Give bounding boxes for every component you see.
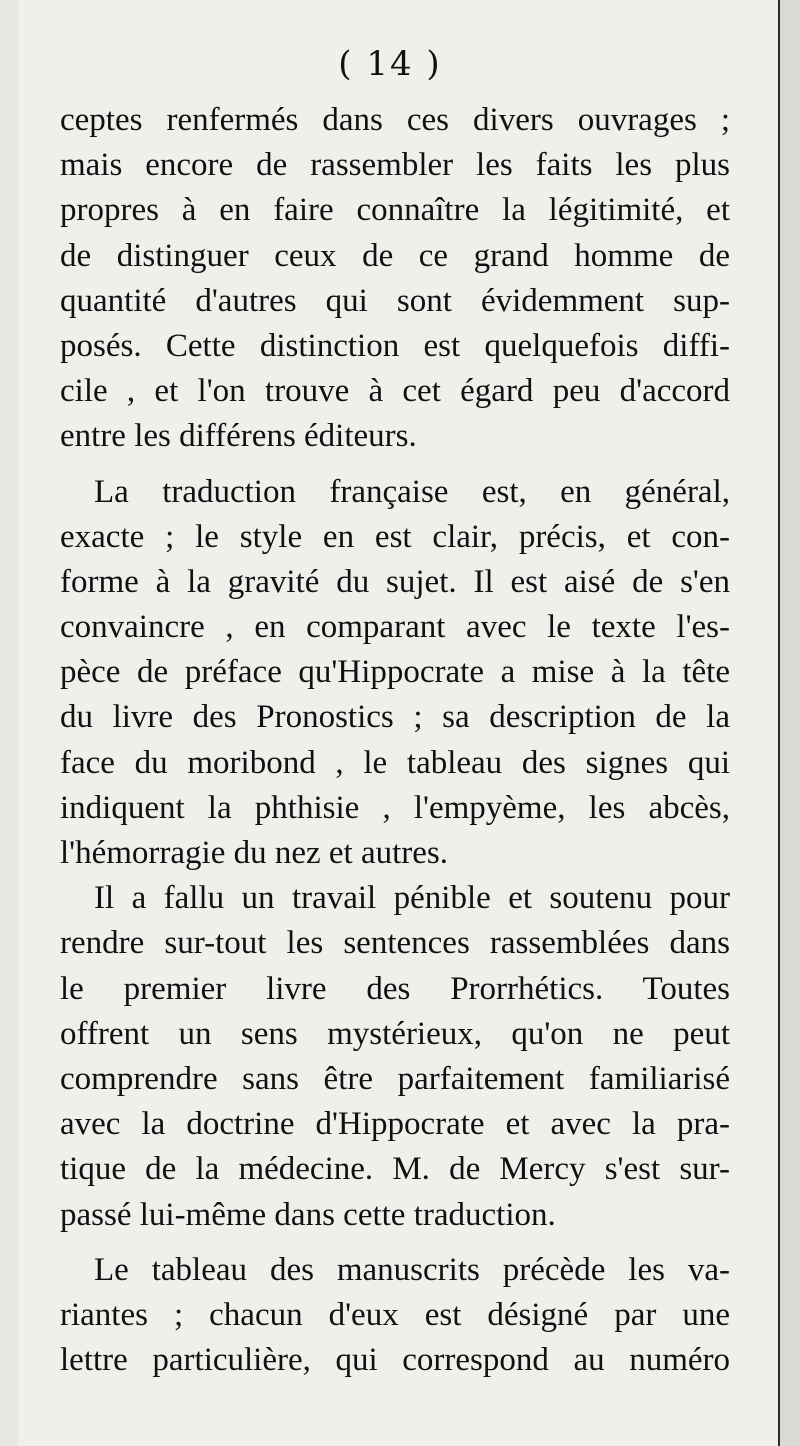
text-line: pèce de préface qu'Hippocrate a mise à la tête [60,654,730,691]
text-line: propres à en faire connaître la légitimité, et [60,192,730,229]
body-text [60,98,730,1383]
text-line: rendre sur-tout les sentences rassemblées dans [60,925,730,962]
text-line: quantité d'autres qui sont évidemment sup- [60,282,730,319]
paragraph [60,1248,730,1384]
text-line: convaincre , en comparant avec le texte l'es- [60,609,730,646]
text-line: l'hémorragie du nez et autres. [60,835,449,871]
page-edge-margin [780,0,800,1446]
text-line: mais encore de rassembler les faits les plus [60,147,730,184]
text-line: Il a fallu un travail pénible et soutenu pour [94,880,730,917]
binding-shadow [0,0,20,1446]
text-line: du livre des Pronostics ; sa description de la [60,699,730,736]
page-number: ( 14 ) [338,44,442,84]
text-line: face du moribond , le tableau des signes qui [60,744,730,781]
paragraph [60,876,730,1238]
text-line: cile , et l'on trouve à cet égard peu d'accord [60,373,730,410]
text-line: de distinguer ceux de ce grand homme de [60,237,730,274]
text-line: riantes ; chacun d'eux est désigné par une [60,1296,730,1333]
text-line: lettre particulière, qui correspond au numéro [60,1342,730,1379]
text-line: Le tableau des manuscrits précède les va- [94,1251,730,1288]
paragraph [60,98,730,460]
text-line: comprendre sans être parfaitement familiarisé [60,1060,730,1097]
text-line: ceptes renfermés dans ces divers ouvrages ; [60,102,730,138]
text-line: le premier livre des Prorrhétics. Toutes [60,970,730,1007]
text-line: avec la doctrine d'Hippocrate et avec la pra- [60,1106,730,1143]
text-line: passé lui-même dans cette traduction. [60,1196,556,1233]
text-line: posés. Cette distinction est quelquefois diffi- [60,327,730,364]
paragraph [60,470,730,877]
text-line: forme à la gravité du sujet. Il est aisé de s'en [60,563,730,600]
text-line: tique de la médecine. M. de Mercy s'est sur- [60,1151,730,1188]
text-line: offrent un sens mystérieux, qu'on ne peut [60,1015,730,1052]
text-line: exacte ; le style en est clair, précis, et con- [60,518,730,555]
text-line: entre les différens éditeurs. [60,418,417,455]
text-line: indiquent la phthisie , l'empyème, les abcès, [60,789,730,826]
text-line: La traduction française est, en général, [94,473,730,510]
